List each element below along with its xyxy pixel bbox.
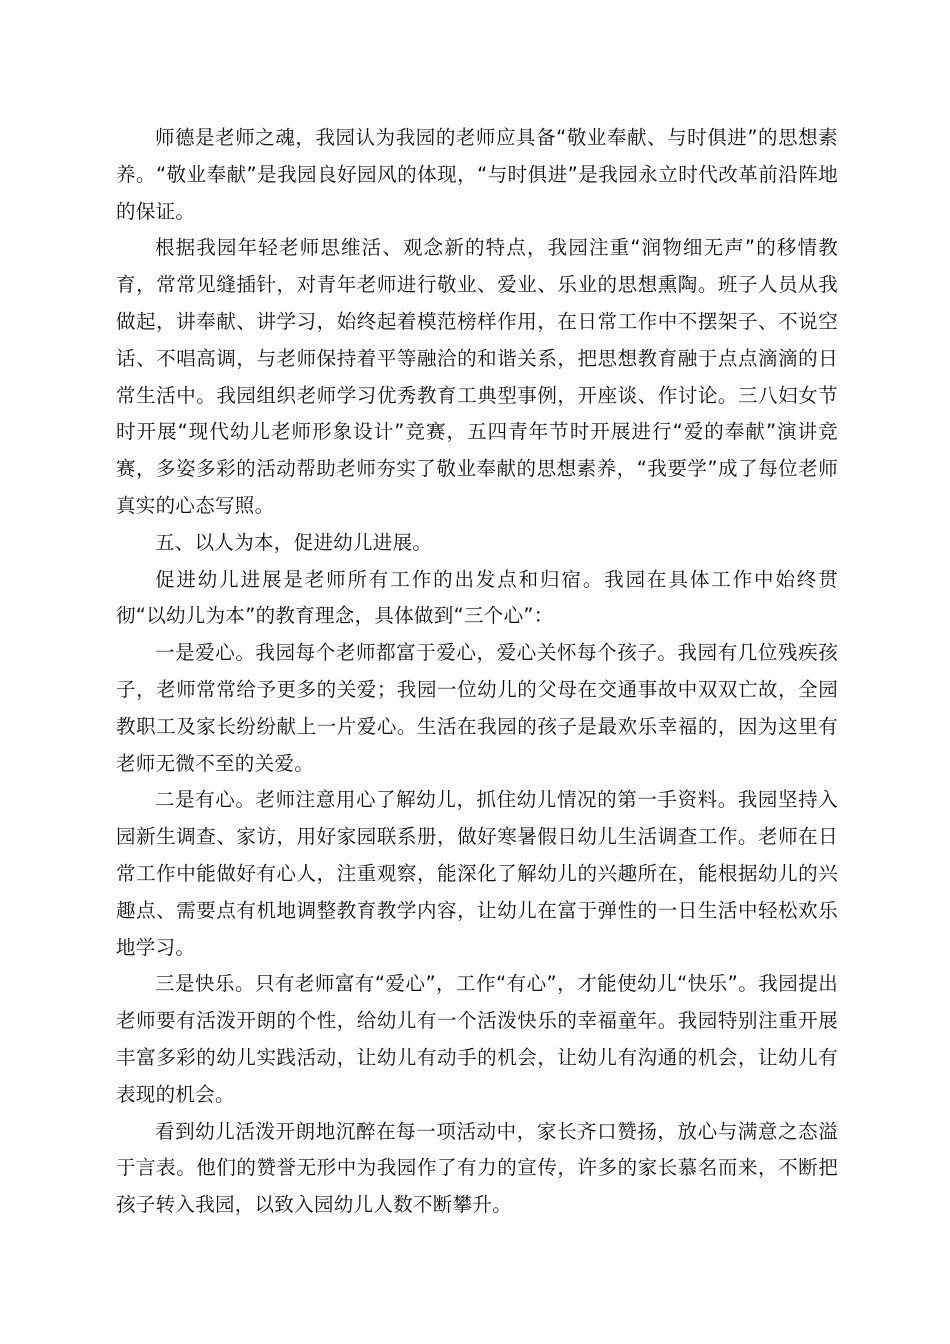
paragraph-teacher-ethics: 师德是老师之魂，我园认为我园的老师应具备“敬业奉献、与时俱进”的思想素养。“敬业奉献”是我园良好园风的体现，“与时俱进”是我园永立时代改革前沿阵地的保证。 bbox=[116, 126, 838, 223]
paragraph-young-teachers-education: 根据我园年轻老师思维活、观念新的特点，我园注重“润物细无声”的移情教育，常常见缝插针，对青年老师进行敬业、爱业、乐业的思想熏陶。班子人员从我做起，讲奉献、讲学习，始终起着模范榜样作用，在日常工作中不摆架子、不说空话、不唱高调，与老师保持着平等融洽的和谐关系，把思想教育融于点点滴滴的日常生活中。我园组织老师学习优秀教育工典型事例，开座谈、作讨论。三八妇女节时开展“现代幼儿老师形象设计”竞赛，五四青年节时开展进行“爱的奉献”演讲竞赛，多姿多彩的活动帮助老师夯实了敬业奉献的思想素养，“我要学”成了每位老师真实的心态写照。 bbox=[116, 236, 838, 517]
paragraph-attentive-heart: 二是有心。老师注意用心了解幼儿，抓住幼儿情况的第一手资料。我园坚持入园新生调查、家访，用好家园联系册，做好寒暑假日幼儿生活调查工作。老师在日常工作中能做好有心人，注重观察，能深化了解幼儿的兴趣所在，能根据幼儿的兴趣点、需要点有机地调整教育教学内容，让幼儿在富于弹性的一日生活中轻松欢乐地学习。 bbox=[116, 788, 838, 959]
paragraph-three-hearts-intro: 促进幼儿进展是老师所有工作的出发点和归宿。我园在具体工作中始终贯彻“以幼儿为本”的教育理念，具体做到“三个心”： bbox=[116, 567, 838, 628]
section-heading-five: 五、以人为本，促进幼儿进展。 bbox=[155, 530, 433, 554]
paragraph-parent-praise: 看到幼儿活泼开朗地沉醉在每一项活动中，家长齐口赞扬，放心与满意之态溢于言表。他们的赞誉无形中为我园作了有力的宣传，许多的家长慕名而来，不断把孩子转入我园，以致入园幼儿人数不断攀升。 bbox=[116, 1119, 838, 1217]
document-page bbox=[116, 120, 838, 1224]
paragraph-love-heart: 一是爱心。我园每个老师都富于爱心，爱心关怀每个孩子。我园有几位残疾孩子，老师常常给予更多的关爱；我园一位幼儿的父母在交通事故中双双亡故，全园教职工及家长纷纷献上一片爱心。生活在我园的孩子是最欢乐幸福的，因为这里有老师无微不至的关爱。 bbox=[116, 641, 838, 775]
paragraph-happiness: 三是快乐。只有老师富有“爱心”，工作“有心”，才能使幼儿“快乐”。我园提出老师要有活泼开朗的个性，给幼儿有一个活泼快乐的幸福童年。我园特别注重开展丰富多彩的幼儿实践活动，让幼儿有动手的机会，让幼儿有沟通的机会，让幼儿有表现的机会。 bbox=[116, 972, 838, 1106]
